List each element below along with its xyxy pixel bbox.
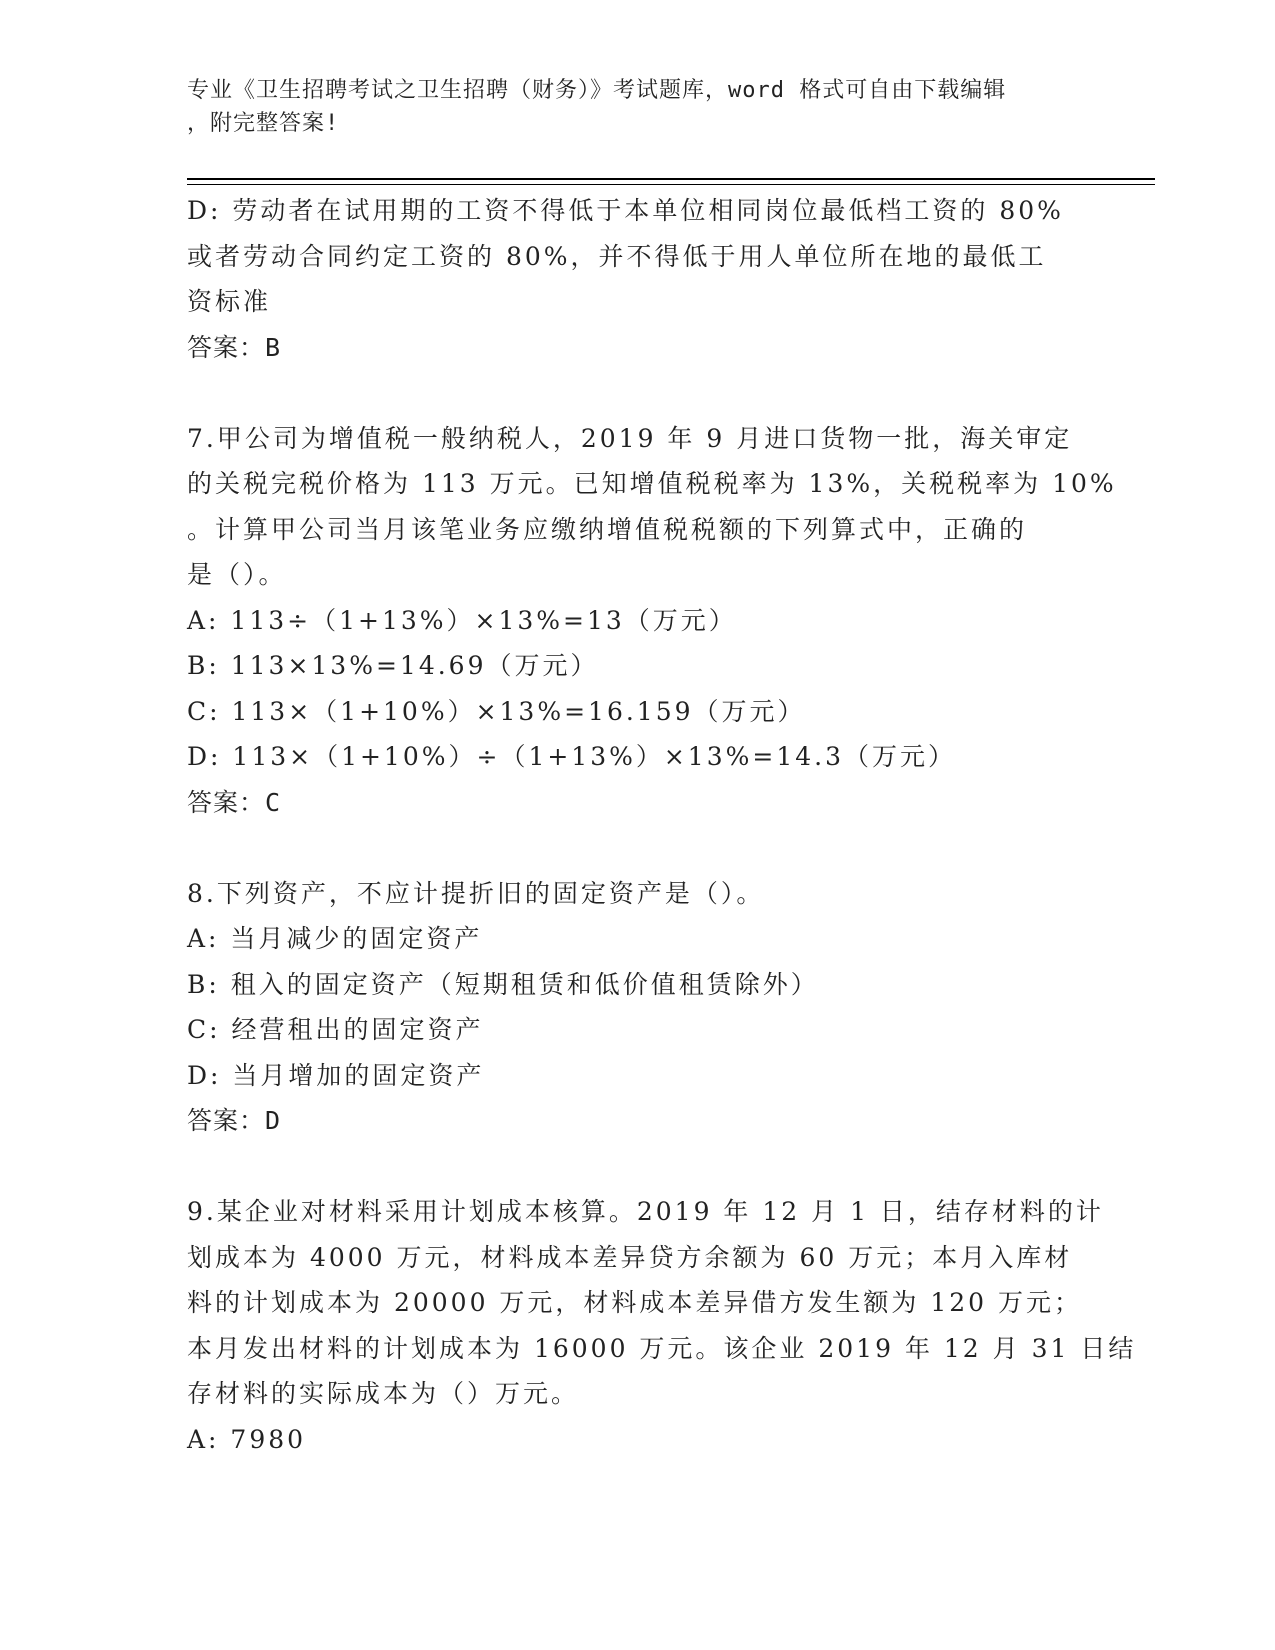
question-stem-line: 。计算甲公司当月该笔业务应缴纳增值税税额的下列算式中，正确的 [187,514,1028,544]
document-header [187,74,1077,140]
answer-label: 答案：D [187,1106,282,1135]
header-title-line-2: ，附完整答案! [187,111,340,136]
option-d-line-2: 或者劳动合同约定工资的 80%，并不得低于用人单位所在地的最低工 [187,241,1047,271]
question-stem-line: 本月发出材料的计划成本为 16000 万元。该企业 2019 年 12 月 31 日结 [187,1333,1137,1363]
spacer [187,1144,1077,1190]
option-d-line-3: 资标准 [187,287,272,316]
header-double-rule [187,178,1155,185]
option-a: A: 当月减少的固定资产 [187,924,483,953]
question-stem-line: 9.某企业对材料采用计划成本核算。2019 年 12 月 1 日，结存材料的计 [187,1197,1104,1226]
option-b: B: 113×13%=14.69（万元） [187,651,599,680]
option-a: A: 7980 [187,1424,307,1454]
option-b: B: 租入的固定资产（短期租赁和低价值租赁除外） [187,969,819,999]
option-d: D: 113×（1+10%）÷（1+13%）×13%=14.3（万元） [187,742,956,771]
answer-label: 答案：C [187,787,282,817]
spacer [187,825,1077,871]
question-stem-line: 8.下列资产，不应计提折旧的固定资产是（）。 [187,878,765,908]
previous-question-continuation [187,188,1077,370]
question-stem-line: 7.甲公司为增值税一般纳税人，2019 年 9 月进口货物一批，海关审定 [187,423,1073,453]
question-list [187,188,1137,1462]
answer-label: 答案：B [187,332,282,362]
question-stem-line: 的关税完税价格为 113 万元。已知增值税税率为 13%，关税税率为 10% [187,469,1117,498]
header-title-line-1: 专业《卫生招聘考试之卫生招聘（财务）》考试题库，word 格式可自由下载编辑 [187,78,1007,103]
question-8 [187,871,1077,1144]
question-stem-line: 存材料的实际成本为（）万元。 [187,1379,580,1408]
option-a: A: 113÷（1+13%）×13%=13（万元） [187,605,737,635]
question-stem-line: 划成本为 4000 万元，材料成本差异贷方余额为 60 万元；本月入库材 [187,1242,1073,1272]
option-d-line-1: D: 劳动者在试用期的工资不得低于本单位相同岗位最低档工资的 80% [187,196,1064,225]
question-7 [187,416,1117,826]
option-d: D: 当月增加的固定资产 [187,1060,485,1090]
option-c: C: 113×（1+10%）×13%=16.159（万元） [187,696,806,726]
question-9 [187,1189,1137,1462]
question-stem-line: 是（）。 [187,560,287,589]
spacer [187,370,1077,416]
question-stem-line: 料的计划成本为 20000 万元，材料成本差异借方发生额为 120 万元； [187,1288,1083,1317]
option-c: C: 经营租出的固定资产 [187,1015,484,1044]
